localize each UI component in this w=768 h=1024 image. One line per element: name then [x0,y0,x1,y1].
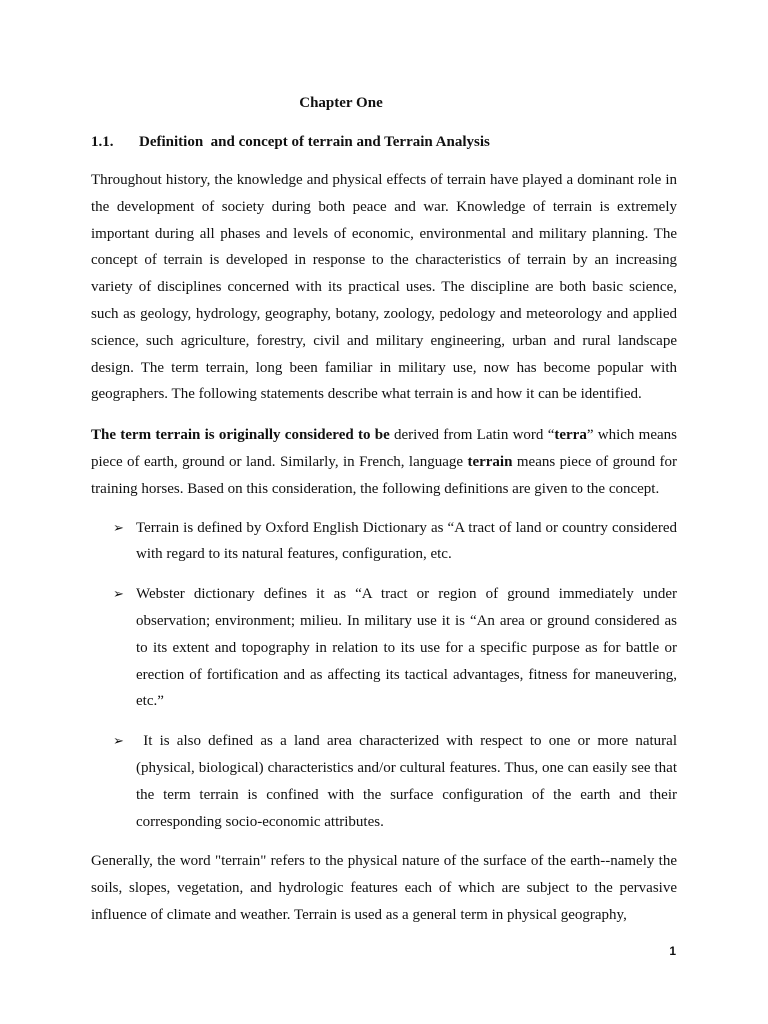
section-number: 1.1. [91,134,114,150]
definition-list [91,515,681,836]
page-content [91,92,681,929]
etymology-text-c: means piece of ground for training horses. Based on this consideration, the following definitions are given to the concept. [91,453,677,497]
paragraph-general: Generally, the word "terrain" refers to the physical nature of the surface of the earth--namely the soils, slopes, vegetation, and hydrologic features each of which are subject to the pervasive influence of climate and weather. Terrain is used as a general term in physical geography, [91,853,677,923]
bold-terrain: terrain [467,453,513,470]
arrow-bullet-icon: ➢ [113,733,124,749]
chapter-title: Chapter One [299,95,383,111]
list-item-text: It is also defined as a land area characterized with respect to one or more natural (physical, biological) characteristics and/or cultural features. Thus, one can easily see that the term terrain is confined with the surface configuration of the earth and their corresponding socio-economic attributes. [136,733,681,830]
list-item-text: Terrain is defined by Oxford English Dictionary as “A tract of land or country considered with regard to its natural features, configuration, etc. [136,519,677,563]
etymology-text-b: ” which means piece of earth, ground or land. Similarly, in French, language [91,427,677,470]
paragraph-history: Throughout history, the knowledge and physical effects of terrain have played a dominant role in the development of society during both peace and war. Knowledge of terrain is extremely important during all phases and levels of economic, environmental and military planning. The concept of terrain is developed in response to the characteristics of terrain by an increasing variety of disciplines concerned with its practical uses. The discipline are both basic science, such as geology, hydrology, geography, botany, zoology, pedology and meteorology and applied science, such agriculture, forestry, civil and military engineering, urban and rural landscape design. The term terrain, long been familiar in military use, now has become popular with geographers. The following statements describe what terrain is and how it can be identified. [91,172,677,403]
arrow-bullet-icon: ➢ [113,519,124,535]
bold-terra: terra [554,427,587,444]
section-heading [91,131,677,153]
etymology-text-a: derived from Latin word “ [389,427,555,444]
arrow-bullet-icon: ➢ [113,586,124,602]
section-title: Definition and concept of terrain and Terrain Analysis [139,134,490,150]
lead-bold-text: The term terrain is originally considered to be [91,427,390,444]
list-item [91,515,677,569]
page-number: 1 [669,944,676,958]
paragraph-etymology [91,422,677,502]
list-item [91,581,677,715]
list-item-text: Webster dictionary defines it as “A tract or region of ground immediately under observation; environment; milieu. In military use it is “An area or ground considered as to its extent and topography in relation to its use for a specific purpose as for battle or erection of fortification and as affecting its tactical advantages, fitness for maneuvering, etc.” [136,586,677,710]
list-item [91,728,681,835]
